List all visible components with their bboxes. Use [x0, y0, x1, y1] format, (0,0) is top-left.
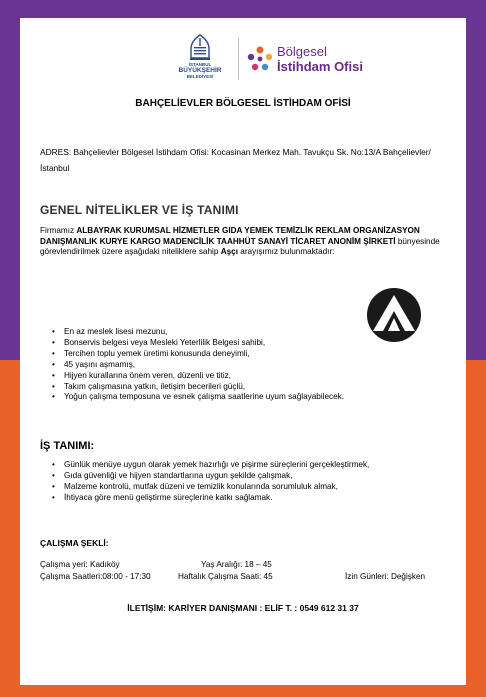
- list-item: • Bonservis belgesi veya Mesleki Yeterlilik Belgesi sahibi,: [50, 338, 450, 349]
- work-location: Çalışma yeri: Kadıköy: [40, 560, 120, 569]
- work-hours: Çalışma Saatleri:08:00 - 17:30: [40, 572, 151, 581]
- list-item: • Tercihen toplu yemek üretimi konusunda deneyimli,: [50, 349, 450, 360]
- ibb-line3: BELEDİYESİ: [186, 74, 214, 79]
- work-details: [40, 559, 460, 583]
- ibb-logo: [170, 34, 230, 79]
- list-item: • İhtiyaca göre menü geliştirme süreçlerine katkı sağlamak.: [50, 493, 450, 504]
- job-posting-sheet: [20, 18, 466, 685]
- list-item: • Takım çalışmasına yatkın, iletişim becerileri güçlü,: [50, 382, 450, 393]
- list-item: • Malzeme kontrolü, mutfak düzeni ve temizlik konularında sorumluluk almak,: [50, 482, 450, 493]
- intro-middle: bünyesinde görevlendirilmek üzere aşağıdaki niteliklere sahip: [40, 236, 440, 256]
- logo-header: [20, 32, 466, 92]
- bio-people-icon: [245, 44, 275, 74]
- intro-suffix: arayışımız bulunmaktadır:: [237, 247, 335, 256]
- contact-line: İLETİŞİM: KARİYER DANIŞMANI : ELİF T. : 0549 612 31 37: [127, 603, 359, 613]
- list-item: • Yoğun çalışma temposuna ve esnek çalışma saatlerine uyum sağlayabilecek.: [50, 392, 450, 403]
- bio-line2: İstihdam Ofisi: [277, 59, 363, 74]
- address-text: ADRES: Bahçelievler Bölgesel İstihdam Ofisi: Kocasinan Merkez Mah. Tavukçu Sk. No:13/A Bahçelievler/İstanbul: [40, 147, 431, 173]
- company-name: ALBAYRAK KURUMSAL HİZMETLER GIDA YEMEK TEMİZLİK REKLAM ORGANİZASYON DANIŞMANLIK KURYE KARGO MADENCİLİK TAAHHÜT SANAYİ TİCARET ANONİM ŞİRKETİ: [40, 226, 420, 246]
- ibb-emblem-icon: [187, 34, 213, 62]
- days-off: İzin Günleri: Değişken: [345, 572, 426, 581]
- intro-prefix: Firmamız: [40, 226, 77, 235]
- office-heading: BAHÇELİEVLER BÖLGESEL İSTİHDAM OFİSİ: [135, 98, 351, 109]
- list-item: • En az meslek lisesi mezunu,: [50, 327, 450, 338]
- logo-divider: [238, 38, 239, 80]
- ibb-line1: İSTANBUL: [188, 62, 212, 67]
- list-item: • Günlük menüye uygun olarak yemek hazırlığı ve pişirme süreçlerini gerçekleştirmek,: [50, 460, 450, 471]
- requirements-list: [50, 327, 450, 403]
- section-title-job-description: İŞ TANIMI:: [40, 440, 95, 452]
- ibb-line2: BÜYÜKŞEHİR: [178, 67, 222, 74]
- age-range: Yaş Aralığı: 18 – 45: [201, 560, 272, 569]
- intro-paragraph: [40, 226, 450, 258]
- tasks-list: [50, 460, 450, 504]
- weekly-hours: Haftalık Çalışma Saati: 45: [178, 572, 273, 581]
- list-item: • Hijyen kurallarına önem veren, düzenli ve titiz,: [50, 371, 450, 382]
- bio-line1: Bölgesel: [277, 44, 327, 59]
- position-name: Aşçı: [220, 247, 238, 256]
- section-title-general: GENEL NİTELİKLER VE İŞ TANIMI: [40, 203, 239, 217]
- list-item: • 45 yaşını aşmamış,: [50, 360, 450, 371]
- section-title-work-type: ÇALIŞMA ŞEKLİ:: [40, 538, 109, 548]
- list-item: • Gıda güvenliği ve hijyen standartlarına uygun şekilde çalışmak,: [50, 471, 450, 482]
